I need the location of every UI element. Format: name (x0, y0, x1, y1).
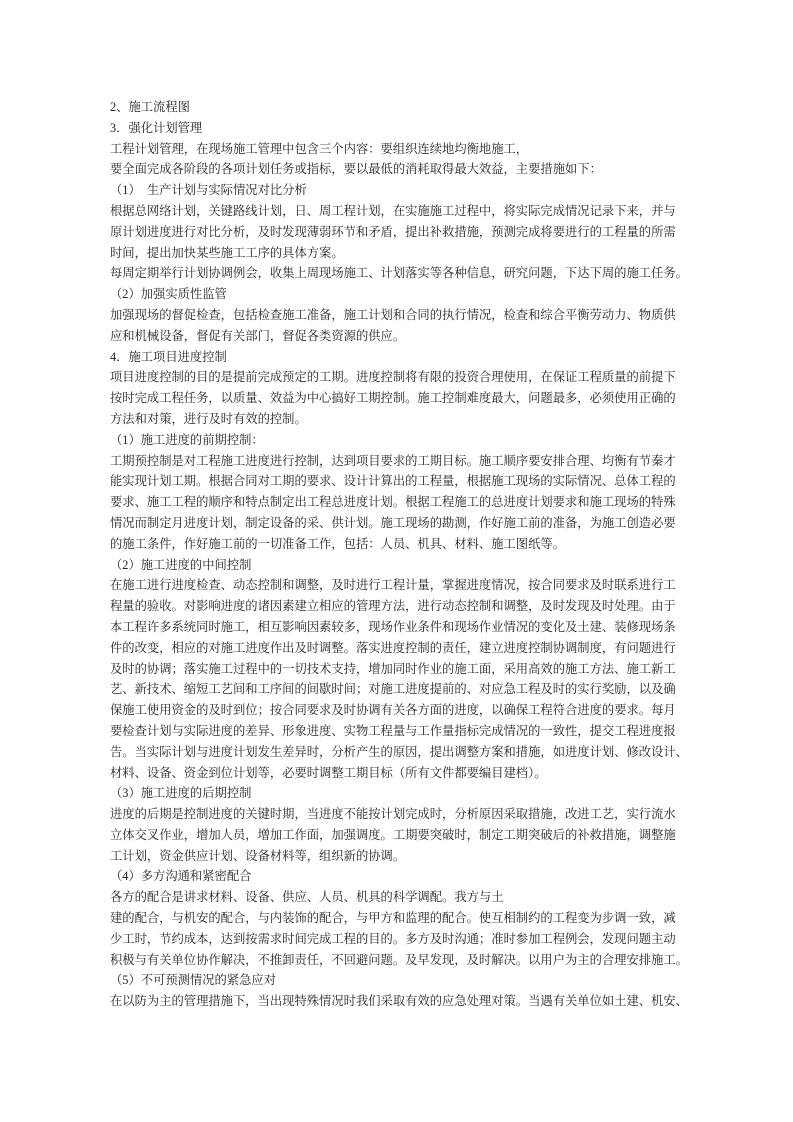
text-line: 原计划进度进行对比分析，及时发现薄弱环节和矛盾，提出补救措施，预测完成将要进行的工程量的所需 (110, 224, 676, 239)
text-line: 及时的协调；落实施工过程中的一切技术支持，增加同时作业的施工面，采用高效的施工方法、施工新工 (110, 661, 676, 676)
text-line: 工程计划管理，在现场施工管理中包含三个内容：要组织连续地均衡地施工， (110, 141, 529, 156)
text-line: 材料、设备、资金到位计划等，必要时调整工期目标（所有文件都要编目建档）。 (110, 765, 547, 780)
text-line: （1） 生产计划与实际情况对比分析 (110, 183, 307, 198)
text-line: 艺、新技术、缩短工艺间和工序间的间歇时间；对施工进度提前的、对应急工程及时的实行奖励，以及确 (110, 682, 676, 697)
text-line: 积极与有关单位协作解决，不推卸责任，不回避问题。及早发现，及时解决。以用户为主的合理安排施工。 (110, 952, 688, 967)
text-line: 每周定期举行计划协调例会，收集上周现场施工、计划落实等各种信息，研究问题，下达下周的施工任务。 (110, 266, 688, 281)
text-line: 4．施工项目进度控制 (110, 349, 227, 364)
text-line: 件的改变，相应的对施工进度作出及时调整。落实进度控制的责任，建立进度控制协调制度，有问题进行 (110, 640, 676, 655)
text-line: 在以防为主的管理措施下，当出现特殊情况时我们采取有效的应急处理对策。当遇有关单位如土建、机安、 (110, 994, 688, 1009)
text-line: 方法和对策，进行及时有效的控制。 (110, 411, 307, 426)
text-line: 情况而制定月进度计划，制定设备的采、供计划。施工现场的勘测，作好施工前的准备，为施工创造必要 (110, 515, 676, 530)
text-line: （3）施工进度的后期控制 (110, 786, 252, 801)
text-line: 工期预控制是对工程施工进度进行控制，达到项目要求的工期目标。施工顺序要安排合理、均衡有节秦才 (110, 453, 676, 468)
text-line: 程量的验收。对影响进度的诸因素建立相应的管理方法，进行动态控制和调整，及时发现及时处理。由于 (110, 599, 676, 614)
text-line: （2）加强实质性监管 (110, 287, 227, 302)
text-line: 加强现场的督促检查，包括检查施工准备，施工计划和合同的执行情况，检查和综合平衡劳动力、物质供 (110, 307, 676, 322)
text-line: 少工时，节约成本，达到按需求时间完成工程的目的。多方及时沟通；准时参加工程例会，发现问题主动 (110, 931, 676, 946)
text-line: 在施工进行进度检查、动态控制和调整，及时进行工程计量，掌握进度情况，按合同要求及时联系进行工 (110, 578, 676, 593)
text-line: 应和机械设备，督促有关部门，督促各类资源的供应。 (110, 328, 406, 343)
text-line: 保施工使用资金的及时到位；按合同要求及时协调有关各方面的进度，以确保工程符合进度的要求。每月 (110, 703, 676, 718)
text-line: 要全面完成各阶段的各项计划任务或指标，要以最低的消耗取得最大效益，主要措施如下： (110, 162, 602, 177)
text-line: 立体交叉作业，增加人员，增加工作面，加强调度。工期要突破时，制定工期突破后的补救措施，调整施 (110, 827, 676, 842)
text-line: 的施工条件，作好施工前的一切准备工作，包括：人员、机具、材料、施工图纸等。 (110, 536, 565, 551)
text-line: 要求、施工工程的顺序和特点制定出工程总进度计划。根据工程施工的总进度计划要求和施工现场的特殊 (110, 495, 676, 510)
text-line: 能实现计划工期。根据合同对工期的要求、设计计算出的工程量，根据施工现场的实际情况、总体工程的 (110, 474, 676, 489)
text-line: 告。当实际计划与进度计划发生差异时，分析产生的原因，提出调整方案和措施，如进度计划、修改设计、 (110, 744, 688, 759)
text-line: 项目进度控制的目的是提前完成预定的工期。进度控制将有限的投资合理使用，在保证工程质量的前提下 (110, 370, 676, 385)
document-text (110, 97, 710, 1012)
text-line: 2、施工流程图 (110, 100, 190, 114)
text-line: 建的配合，与机安的配合，与内装饰的配合，与甲方和监理的配合。使互相制约的工程变为步调一致，减 (110, 911, 676, 926)
text-line: 进度的后期是控制进度的关键时期，当进度不能按计划完成时，分析原因采取措施，改进工艺，实行流水 (110, 807, 676, 822)
text-line: （2）施工进度的中间控制 (110, 557, 252, 572)
text-line: 各方的配合是讲求材料、设备、供应、人员、机具的科学调配。我方与土 (110, 890, 504, 905)
text-line: 按时完成工程任务，以质量、效益为中心搞好工期控制。施工控制难度最大，问题最多，必须使用正确的 (110, 391, 676, 406)
text-line: 3．强化计划管理 (110, 120, 203, 135)
text-line: （5）不可预测情况的紧急应对 (110, 973, 277, 988)
text-line: 根据总网络计划，关键路线计划，日、周工程计划，在实施施工过程中，将实际完成情况记录下来，并与 (110, 203, 676, 218)
text-line: （1）施工进度的前期控制： (110, 432, 264, 447)
text-line: 时间，提出加快某些施工工序的具体方案。 (110, 245, 344, 260)
text-line: （4）多方沟通和紧密配合 (110, 869, 252, 884)
text-line: 本工程许多系统同时施工，相互影响因素较多，现场作业条件和现场作业情况的变化及土建、装修现场条 (110, 619, 676, 634)
text-line: 工计划，资金供应计划、设备材料等，组织新的协调。 (110, 848, 406, 863)
text-line: 要检查计划与实际进度的差异、形象进度、实物工程量与工作量指标完成情况的一致性，提交工程进度报 (110, 723, 676, 738)
